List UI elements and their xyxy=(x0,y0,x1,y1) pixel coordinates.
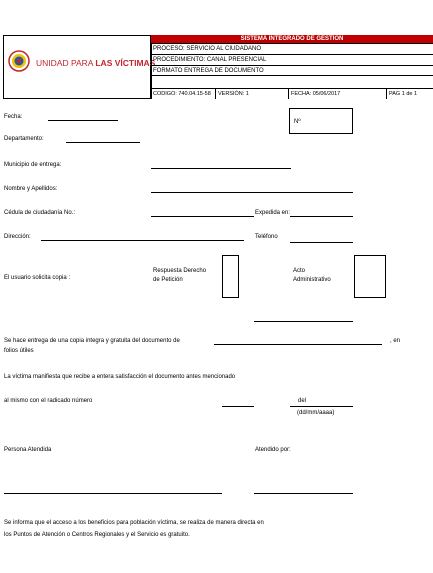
copia-line[interactable] xyxy=(254,321,353,322)
system-title: SISTEMA INTEGRADO DE GESTIÓN xyxy=(151,35,433,44)
solicita-label: El usuario solicita copia : xyxy=(4,275,71,281)
acto-checkbox[interactable] xyxy=(354,255,386,298)
acto-label-1: Acto xyxy=(293,268,306,274)
page-cell: PAG 1 de 1 xyxy=(389,91,418,97)
direccion-label: Dirección: xyxy=(4,234,31,240)
procedure-label: PROCEDIMIENTO: CANAL PRESENCIAL xyxy=(151,55,433,66)
radicado-label: al mismo con el radicado número xyxy=(4,398,93,404)
version-cell: VERSIÓN: 1 xyxy=(216,89,289,99)
persona-atendida-label: Persona Atendida xyxy=(4,447,52,453)
respuesta-label-1: Respuesta Derecho xyxy=(153,268,207,274)
direccion-line[interactable] xyxy=(41,240,244,241)
code-cell: CODIGO: 740.04.15-58 xyxy=(151,89,216,99)
logo-cell xyxy=(3,35,156,99)
fecha-line[interactable] xyxy=(48,120,118,121)
nombre-label: Nombre y Apellidos: xyxy=(4,186,58,192)
folios-label: folios útiles xyxy=(4,348,34,354)
unidad-victimas-logo-icon xyxy=(8,50,30,72)
nombre-line[interactable] xyxy=(151,192,353,193)
satisfaccion-text: La víctima manifiesta que recibe a entera satisfacción el documento antes mencionado xyxy=(4,374,236,380)
cedula-line[interactable] xyxy=(151,216,254,217)
atendido-por-signature-line[interactable] xyxy=(254,493,353,494)
header-info-table xyxy=(151,35,433,99)
numero-box[interactable] xyxy=(289,108,353,134)
radicado-line[interactable] xyxy=(222,406,254,407)
respuesta-checkbox[interactable] xyxy=(222,255,239,298)
fecha-formato-label: (dd/mm/aaaa) xyxy=(297,410,335,416)
entrega-text: Se hace entrega de una copia integra y gratuita del documento de xyxy=(4,338,180,344)
telefono-line[interactable] xyxy=(290,242,353,243)
date-cell: FECHA: 05/06/2017 xyxy=(289,89,387,99)
fecha-label: Fecha: xyxy=(4,114,23,120)
documento-line[interactable] xyxy=(214,344,382,345)
expedida-line[interactable] xyxy=(290,216,353,217)
atendido-por-label: Atendido por: xyxy=(255,447,291,453)
municipio-line[interactable] xyxy=(151,168,291,169)
departamento-label: Departamento: xyxy=(4,136,44,142)
aviso-line-1: Se informa que el acceso a los beneficios para población víctima, se realiza de manera directa en xyxy=(4,520,264,526)
entrega-en: , en xyxy=(390,338,401,344)
cedula-label: Cédula de ciudadanía No.: xyxy=(4,210,76,216)
fecha-radicado-line[interactable] xyxy=(290,406,353,407)
aviso-line-2: los Puntos de Atención o Centros Regionales y el Servicio es gratuito. xyxy=(4,532,190,538)
del-label: del xyxy=(298,398,307,404)
format-label: FORMATO ENTREGA DE DOCUMENTO xyxy=(151,66,433,76)
meta-row xyxy=(151,88,433,99)
numero-label: Nº xyxy=(294,119,301,125)
logo-wordmark: UNIDAD PARA LAS VÍCTIMAS xyxy=(36,58,156,68)
departamento-line[interactable] xyxy=(66,142,140,143)
persona-atendida-signature-line[interactable] xyxy=(4,493,222,494)
acto-label-2: Administrativo xyxy=(293,277,331,283)
municipio-label: Municipio de entrega: xyxy=(4,162,62,168)
expedida-label: Expedida en: xyxy=(255,210,291,216)
telefono-label: Teléfono xyxy=(255,234,278,240)
process-label: PROCESO: SERVICIO AL CIUDADANO xyxy=(151,44,433,55)
respuesta-label-2: de Petición xyxy=(153,277,183,283)
